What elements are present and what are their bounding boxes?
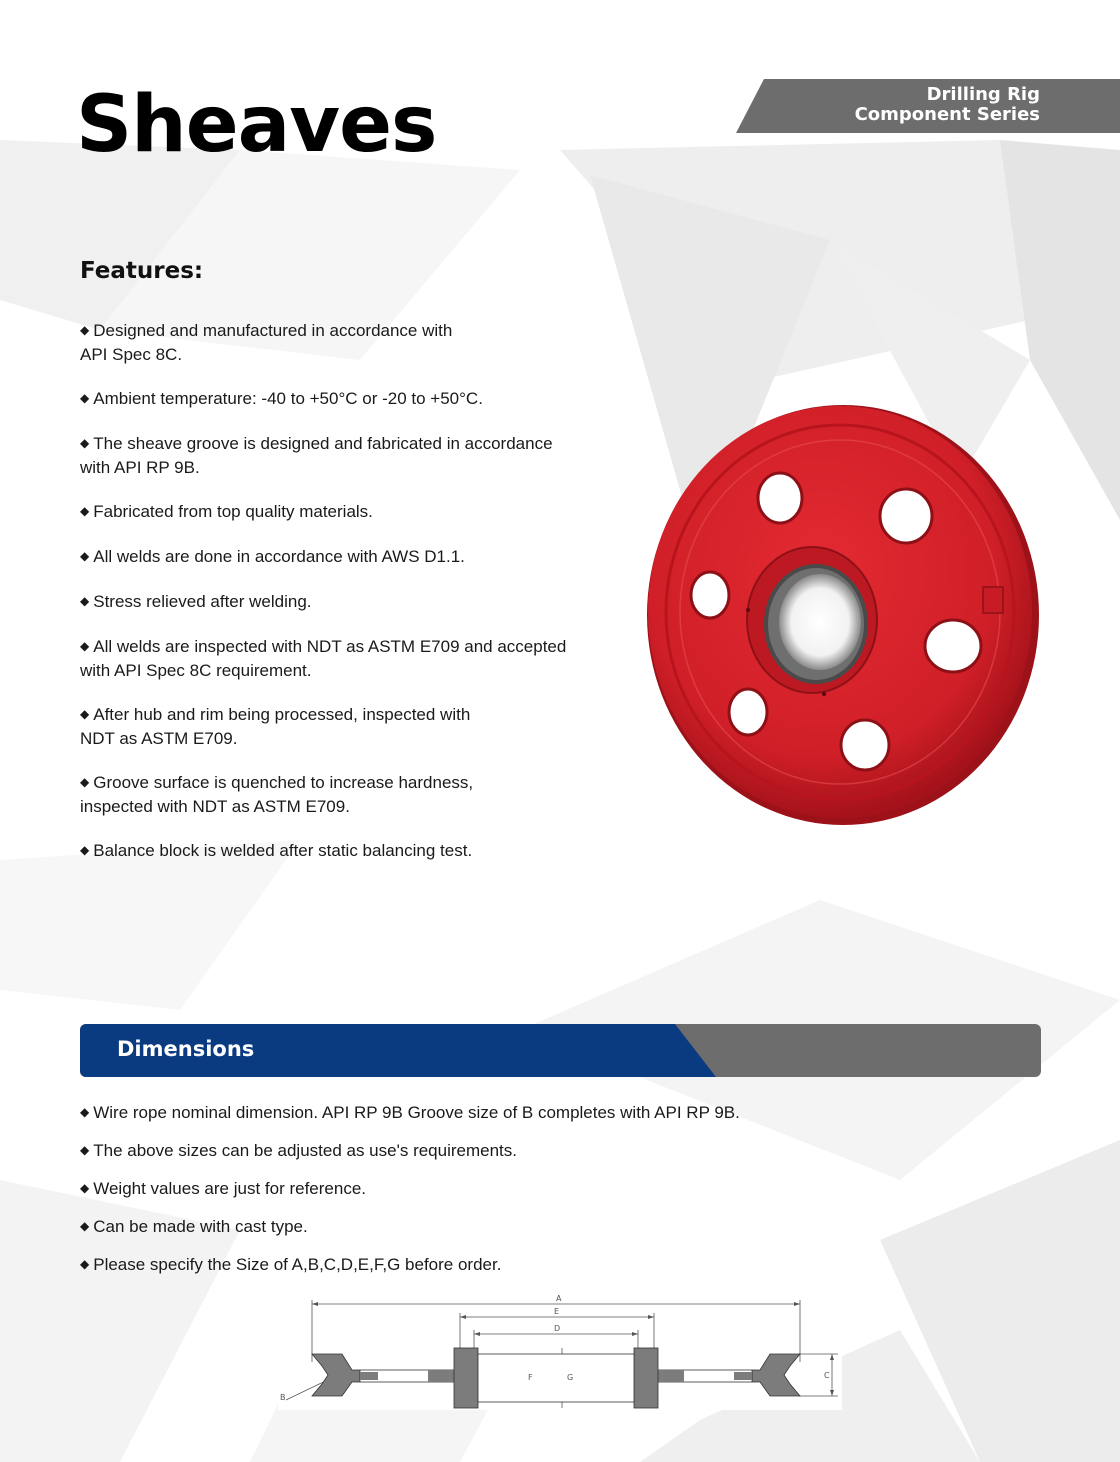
feature-line: Designed and manufactured in accordance with	[93, 321, 453, 340]
series-label	[855, 85, 1040, 125]
dimensions-notes-list	[80, 1102, 980, 1292]
series-tab	[736, 79, 1120, 133]
diamond-bullet-icon: ◆	[80, 1181, 90, 1195]
features-list	[80, 320, 600, 885]
diamond-bullet-icon: ◆	[80, 1219, 90, 1233]
dimension-note	[80, 1216, 980, 1254]
dimension-note-text: Wire rope nominal dimension. API RP 9B Groove size of B completes with API RP 9B.	[93, 1103, 740, 1122]
diamond-bullet-icon: ◆	[80, 775, 90, 789]
feature-line: All welds are inspected with NDT as ASTM E709 and accepted	[93, 637, 567, 656]
diamond-bullet-icon: ◆	[80, 1105, 90, 1119]
diamond-bullet-icon: ◆	[80, 549, 90, 563]
red-sheave-product-image	[640, 402, 1050, 832]
dimension-note	[80, 1102, 980, 1140]
feature-item	[80, 704, 600, 772]
feature-line: with API RP 9B.	[80, 457, 200, 477]
dimension-note-text: The above sizes can be adjusted as use's requirements.	[93, 1141, 517, 1160]
dimension-note-text: Weight values are just for reference.	[93, 1179, 366, 1198]
dimension-label-d: D	[554, 1324, 561, 1333]
feature-line: inspected with NDT as ASTM E709.	[80, 796, 350, 816]
feature-item	[80, 501, 600, 546]
feature-item	[80, 388, 600, 433]
feature-item	[80, 546, 600, 591]
dimension-label-f: F	[528, 1373, 533, 1382]
feature-line: After hub and rim being processed, inspected with	[93, 705, 471, 724]
diamond-bullet-icon: ◆	[80, 391, 90, 405]
sheave-cross-section-diagram	[278, 1290, 842, 1410]
page-title: Sheaves	[76, 80, 437, 170]
series-line-1: Drilling Rig	[926, 84, 1040, 105]
feature-line: with API Spec 8C requirement.	[80, 660, 312, 680]
feature-line: Stress relieved after welding.	[93, 592, 312, 611]
feature-item	[80, 433, 600, 501]
feature-line: Fabricated from top quality materials.	[93, 502, 373, 521]
dimensions-section-header	[80, 1024, 1041, 1077]
feature-line: Ambient temperature: -40 to +50°C or -20 to +50°C.	[93, 389, 483, 408]
feature-line: NDT as ASTM E709.	[80, 728, 238, 748]
diamond-bullet-icon: ◆	[80, 594, 90, 608]
diamond-bullet-icon: ◆	[80, 843, 90, 857]
feature-item	[80, 591, 600, 636]
feature-line: API Spec 8C.	[80, 344, 183, 364]
dimension-label-e: E	[554, 1307, 560, 1316]
dimension-note-text: Please specify the Size of A,B,C,D,E,F,G before order.	[93, 1255, 502, 1274]
feature-line: All welds are done in accordance with AWS D1.1.	[93, 547, 465, 566]
diamond-bullet-icon: ◆	[80, 504, 90, 518]
feature-line: Balance block is welded after static balancing test.	[93, 841, 473, 860]
feature-item	[80, 320, 600, 388]
dimensions-heading: Dimensions	[117, 1037, 255, 1061]
feature-line: Groove surface is quenched to increase hardness,	[93, 773, 474, 792]
dimension-note-text: Can be made with cast type.	[93, 1217, 308, 1236]
dimension-note	[80, 1178, 980, 1216]
feature-item	[80, 772, 600, 840]
features-heading: Features:	[80, 258, 204, 284]
dimension-note	[80, 1140, 980, 1178]
dimension-label-b: B	[280, 1393, 286, 1402]
diamond-bullet-icon: ◆	[80, 436, 90, 450]
feature-item	[80, 636, 600, 704]
dimension-note	[80, 1254, 980, 1292]
diamond-bullet-icon: ◆	[80, 1143, 90, 1157]
diamond-bullet-icon: ◆	[80, 707, 90, 721]
feature-item	[80, 840, 600, 885]
dimension-label-g: G	[567, 1373, 574, 1382]
diamond-bullet-icon: ◆	[80, 639, 90, 653]
dimension-label-c: C	[824, 1371, 830, 1380]
diamond-bullet-icon: ◆	[80, 1257, 90, 1271]
dimension-label-a: A	[556, 1294, 562, 1303]
diamond-bullet-icon: ◆	[80, 323, 90, 337]
series-line-2: Component Series	[854, 104, 1040, 125]
feature-line: The sheave groove is designed and fabricated in accordance	[93, 434, 553, 453]
